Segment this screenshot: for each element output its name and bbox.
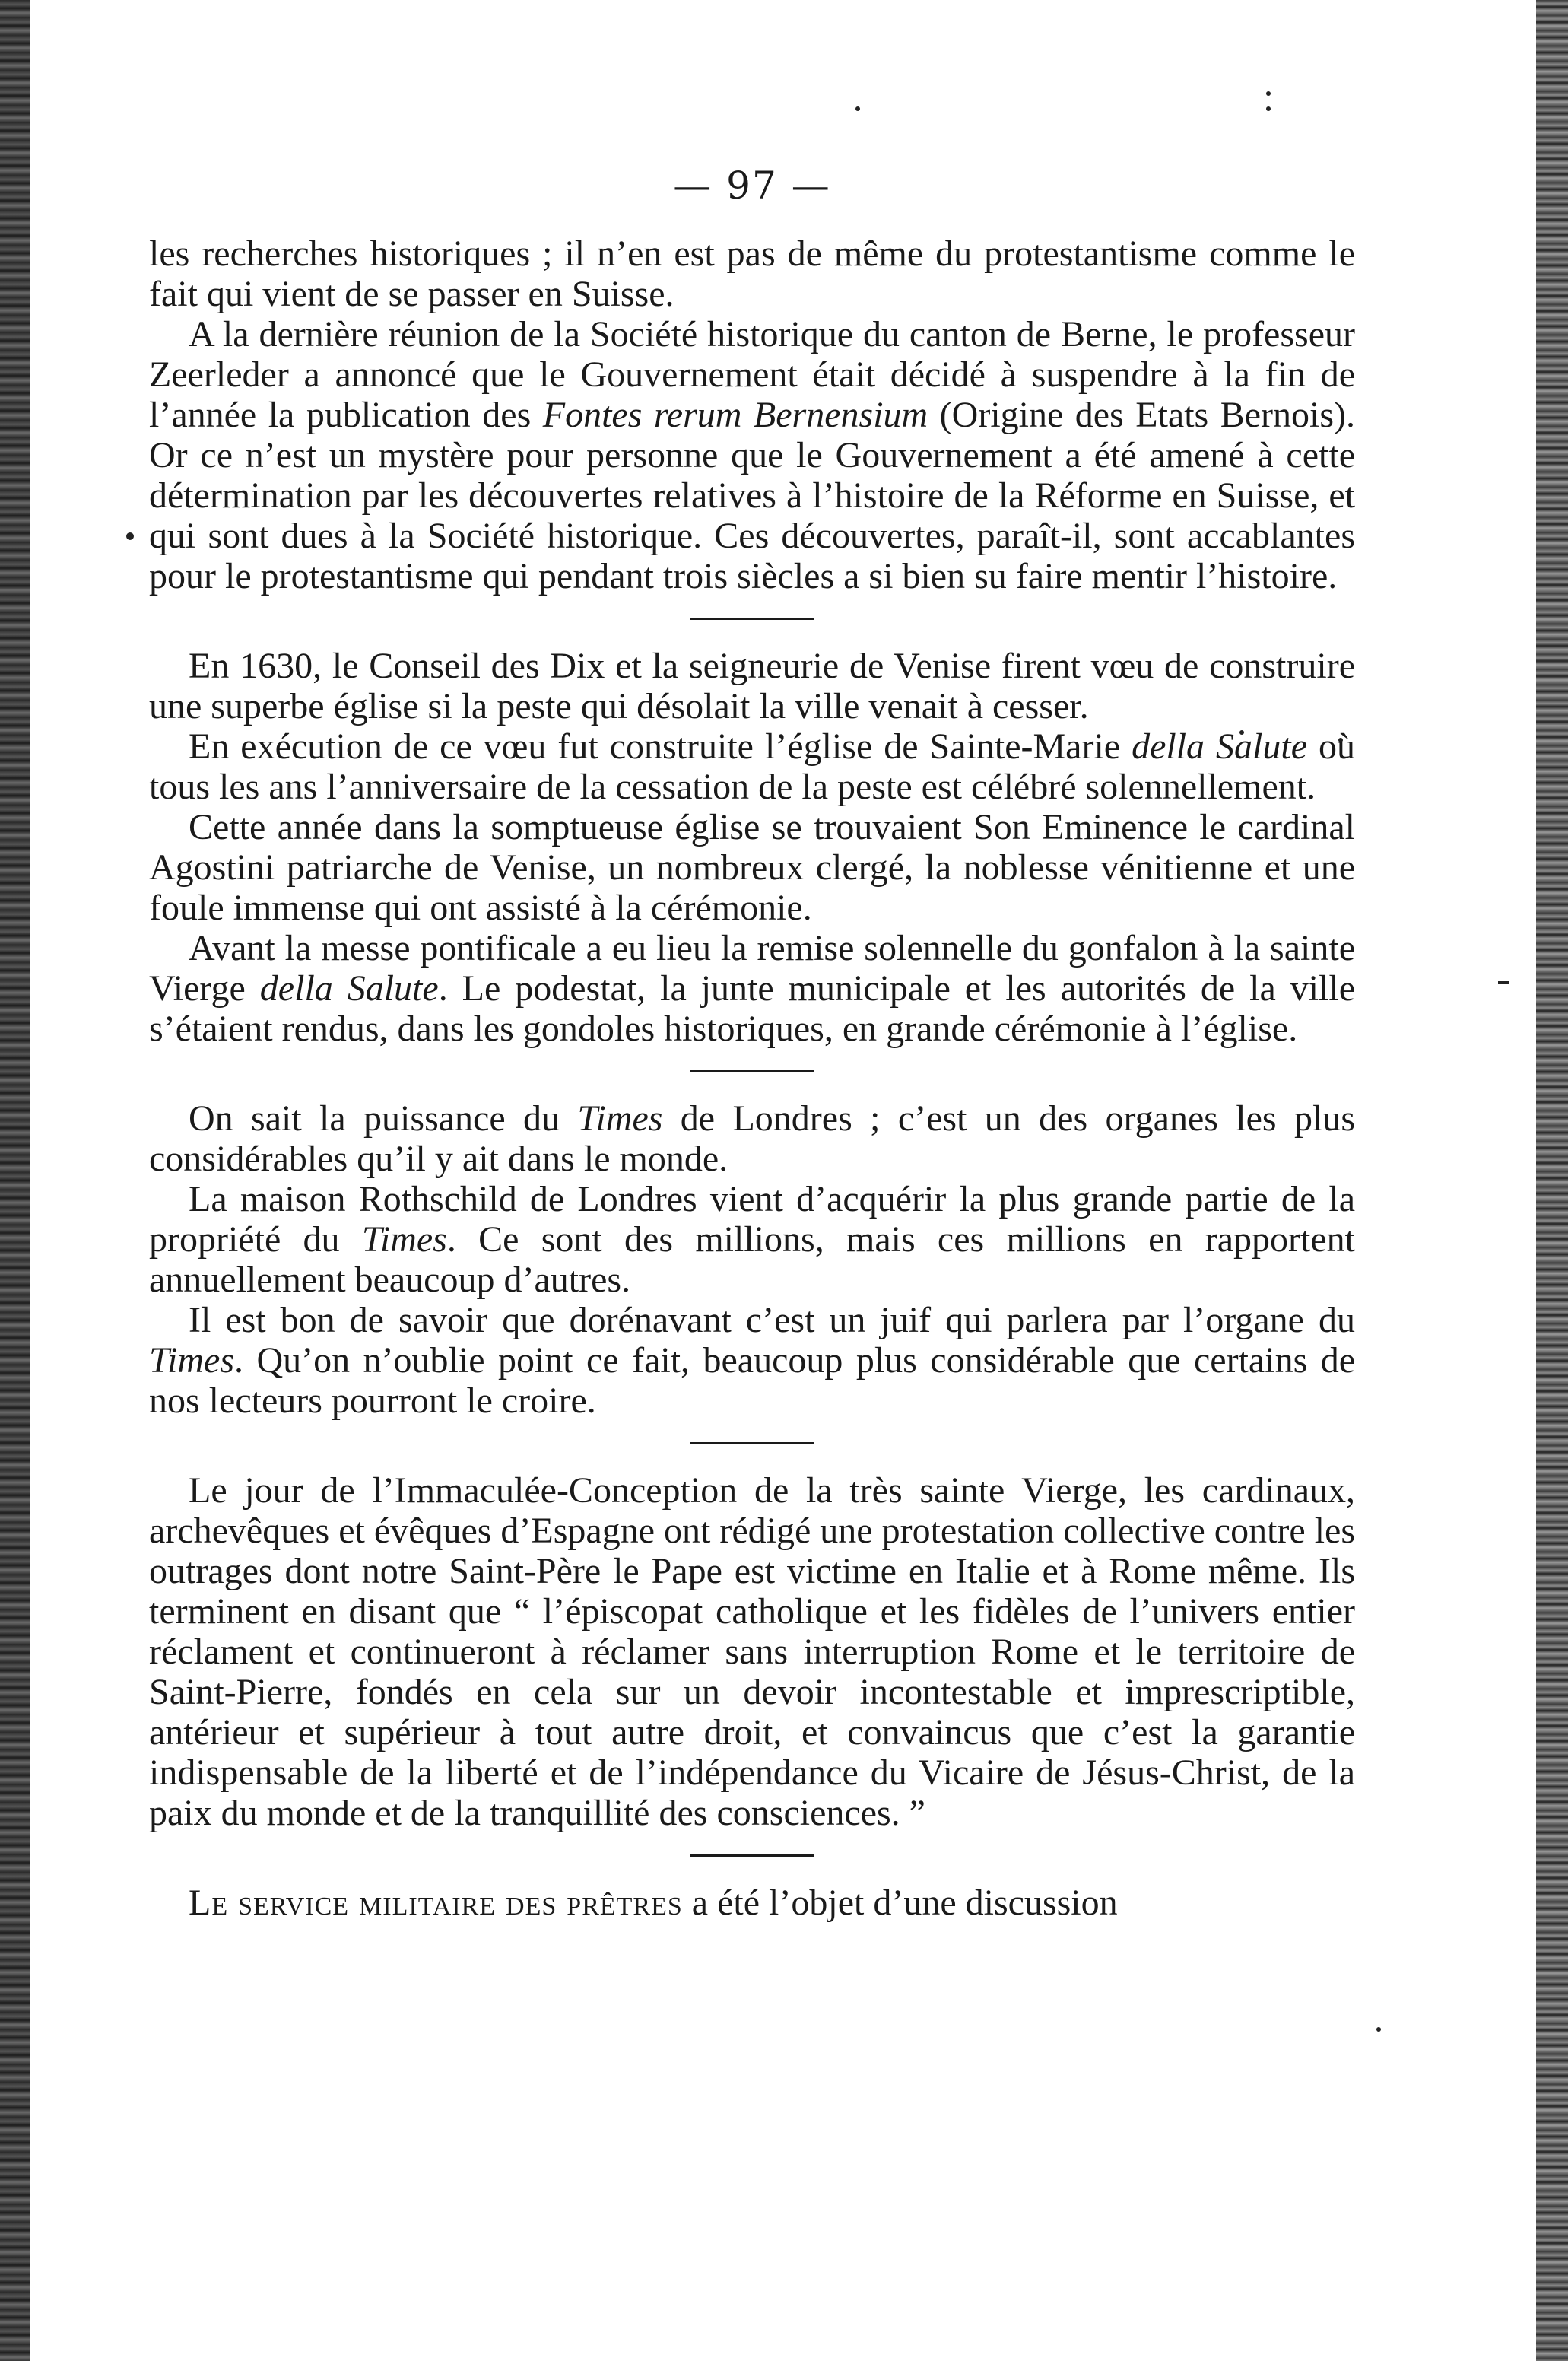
section-divider: [690, 1070, 814, 1072]
paragraph-espagne: [149, 1470, 1355, 1833]
paragraph-text: En 1630, le Conseil des Dix et la seigneurie de Venise firent vœu de construire une superbe église si la peste qui désolait la ville venait à cesser.: [149, 646, 1355, 726]
paragraph-text: (Origine des Etats Bernois). Or ce n’est un mystère pour personne que le Gouvernement a été amené à cette détermination par les découvertes relatives à l’histoire de la Réforme en Suisse, et qui sont dues à la Société historique. Ces découvertes, paraît-il, sont accablantes pour le protestantisme qui pendant trois siècles a si bien su faire mentir l’histoire.: [149, 395, 1356, 596]
smallcaps-heading: Le service militaire des prêtres: [189, 1883, 683, 1923]
paragraph-juif: [149, 1300, 1355, 1421]
paragraph-service-militaire: [149, 1883, 1355, 1923]
paragraph-text: La maison Rothschild de Londres vient d’acquérir la plus grande partie de la propriété du: [149, 1179, 1355, 1260]
paragraph-text: A la dernière réunion de la Société historique du canton de Berne, le professeur Zeerleder a annoncé que le Gouvernement était décidé à suspendre à la fin de l’année la publication des: [149, 314, 1355, 435]
paragraph-text: On sait la puissance du: [189, 1098, 578, 1139]
scan-speck: [126, 532, 134, 540]
paragraph-salute: [149, 726, 1355, 807]
section-divider: [690, 1854, 814, 1857]
paragraph-text: Le jour de l’Immaculée-Conception de la très sainte Vierge, les cardinaux, archevêques et évêques d’Espagne ont rédigé une protestation collective contre les outrages dont notre Saint-Père le Pape est victime en Italie et à Rome même. Ils terminent en disant que “ l’épiscopat catholique et les fidèles de l’univers entier réclament et continueront à réclamer sans interruption Rome et le territoire de Saint-Pierre, fondés en cela sur un devoir incontestable et imprescriptible, antérieur et supérieur à tout autre droit, et convaincus que c’est la garantie indispensable de la liberté et de l’indépendance du Vicaire de Jésus-Christ, de la paix du monde et de la tranquillité des consciences. ”: [149, 1470, 1356, 1833]
section-divider: [690, 1442, 814, 1444]
page-body: [149, 164, 1355, 1923]
paragraph-text: Avant la messe pontificale a eu lieu la remise solennelle du gonfalon à la sainte Vierge: [149, 928, 1355, 1009]
italic-title: della Salute: [259, 968, 439, 1009]
paragraph-text: de Londres ; c’est un des organes les plus considérables qu’il y ait dans le monde.: [149, 1098, 1355, 1179]
paragraph-venise: [149, 646, 1355, 726]
scan-speck: [1376, 2027, 1381, 2032]
paragraph-text: . Le podestat, la junte municipale et les autorités de la ville s’étaient rendus, dans les gondoles historiques, en grande cérémonie à l’église.: [149, 968, 1356, 1049]
paragraph-times: [149, 1098, 1355, 1179]
scan-edge-right: [1536, 0, 1568, 2361]
paragraph-text: En exécution de ce vœu fut construite l’église de Sainte-Marie: [189, 726, 1132, 767]
paragraph-text: Cette année dans la somptueuse église se trouvaient Son Eminence le cardinal Agostini patriarche de Venise, un nombreux clergé, la noblesse vénitienne et une foule immense qui ont assisté à la cérémonie.: [149, 807, 1355, 928]
scan-speck: [1266, 106, 1271, 111]
paragraph-text: Il est bon de savoir que dorénavant c’est un juif qui parlera par l’organe du: [189, 1300, 1355, 1340]
paragraph-text: où tous les ans l’anniversaire de la cessation de la peste est célébré solennellement.: [149, 726, 1355, 807]
italic-title: Times: [149, 1340, 235, 1381]
italic-title: della Salute: [1132, 726, 1308, 767]
scan-speck: [1266, 91, 1271, 96]
paragraph-text: . Ce sont des millions, mais ces millions en rapportent annuellement beaucoup d’autres.: [149, 1219, 1355, 1300]
paragraph-text: . Qu’on n’oublie point ce fait, beaucoup plus considérable que certains de nos lecteurs pourront le croire.: [149, 1340, 1355, 1421]
paragraph-protestantism: [149, 234, 1355, 314]
scan-edge-left: [0, 0, 30, 2361]
scan-speck: [1498, 981, 1509, 984]
scan-speck: [855, 106, 860, 111]
page-number: — 97 —: [673, 164, 831, 208]
italic-title: Fontes rerum Bernensium: [542, 395, 928, 435]
paragraph-berne: [149, 314, 1355, 596]
paragraph-rothschild: [149, 1179, 1355, 1300]
paragraph-text: les recherches historiques ; il n’en est pas de même du protestantisme comme le fait qui vient de se passer en Suisse.: [149, 234, 1355, 314]
section-divider: [690, 618, 814, 620]
paragraph-text: a été l’objet d’une discussion: [682, 1883, 1118, 1923]
italic-title: Times: [577, 1098, 663, 1139]
paragraph-gonfalon: [149, 928, 1355, 1049]
paragraph-cardinal: [149, 807, 1355, 928]
italic-title: Times: [361, 1219, 447, 1260]
